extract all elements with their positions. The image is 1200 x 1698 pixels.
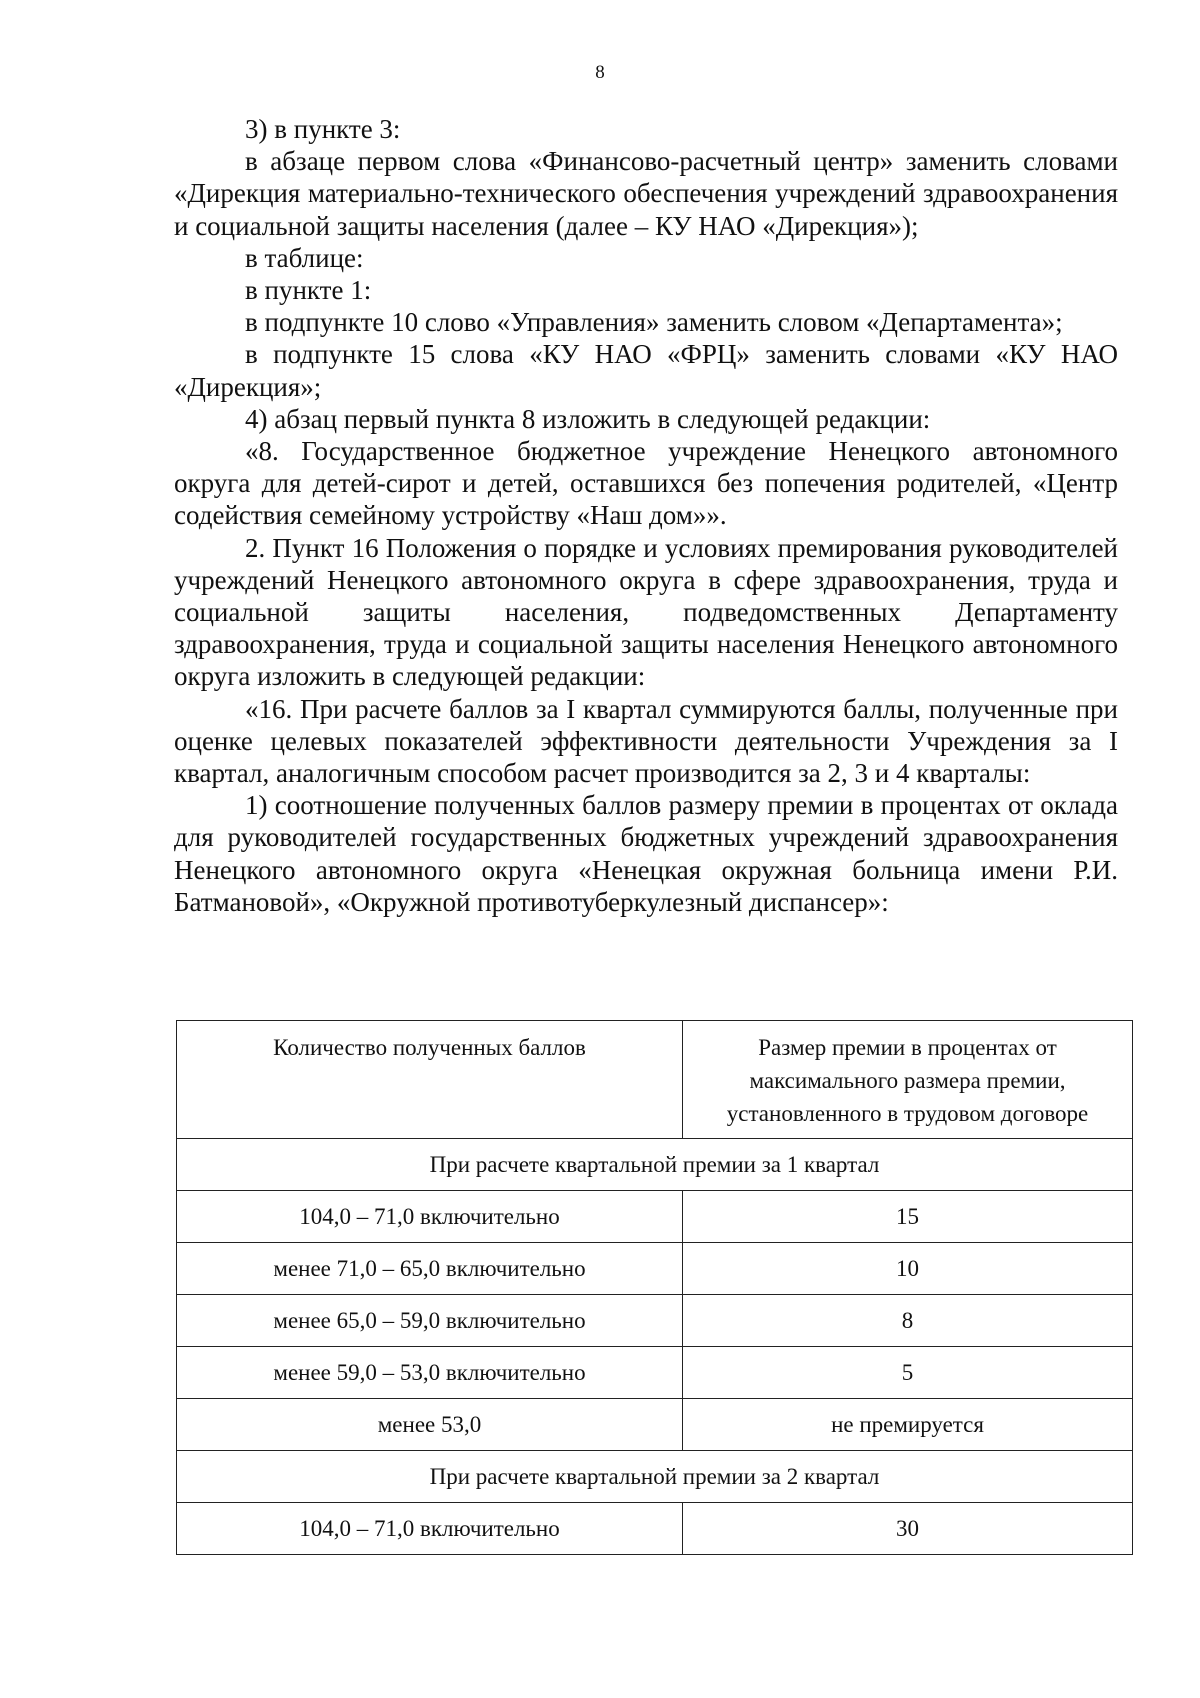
paragraph: 3) в пункте 3: — [245, 114, 401, 144]
paragraph: 2. Пункт 16 Положения о порядке и условиях премирования руководителей учреждений Ненецкого автономного округа в сфере здравоохранения, труда и социальной защиты населения, подведомственных Департаменту здравоохранения, труда и социальной защиты населения Ненецкого автономного округа изложить в следующей редакции: — [174, 532, 1118, 692]
table-header-row — [177, 1021, 1133, 1139]
score-cell: 104,0 – 71,0 включительно — [177, 1191, 683, 1243]
premium-cell: 8 — [683, 1295, 1133, 1347]
score-cell: 104,0 – 71,0 включительно — [177, 1503, 683, 1555]
premium-cell: 5 — [683, 1347, 1133, 1399]
premium-cell: 30 — [683, 1503, 1133, 1555]
paragraph: в подпункте 15 слова «КУ НАО «ФРЦ» заменить словами «КУ НАО «Дирекция»; — [174, 339, 1118, 402]
paragraph: «16. При расчете баллов за I квартал суммируются баллы, полученные при оценке целевых показателей эффективности деятельности Учреждения за I квартал, аналогичным способом расчет производится за 2, 3 и 4 кварталы: — [174, 693, 1118, 789]
paragraph: в пункте 1: — [245, 275, 372, 306]
paragraph: в абзаце первом слова «Финансово-расчетный центр» заменить словами «Дирекция материально-технического обеспечения учреждений здравоохранения и социальной защиты населения (далее – КУ НАО «Дирекция»); — [174, 146, 1118, 241]
section-quarter-1: При расчете квартальной премии за 1 квартал — [177, 1139, 1133, 1191]
table-row — [177, 1191, 1133, 1243]
score-cell: менее 59,0 – 53,0 включительно — [177, 1347, 683, 1399]
table-row — [177, 1399, 1133, 1451]
paragraph: 1) соотношение полученных баллов размеру премии в процентах от оклада для руководителей государственных бюджетных учреждений здравоохранения Ненецкого автономного округа «Ненецкая окружная больница имени Р.И. Батмановой», «Окружной противотуберкулезный диспансер»: — [174, 790, 1118, 917]
table-row — [177, 1243, 1133, 1295]
table-section-row — [177, 1139, 1133, 1191]
paragraph: в таблице: — [245, 242, 364, 273]
page-number: 8 — [595, 62, 605, 83]
premium-cell: 15 — [683, 1191, 1133, 1243]
premium-table — [176, 1020, 1133, 1555]
section-quarter-2: При расчете квартальной премии за 2 квартал — [177, 1451, 1133, 1503]
paragraph: «8. Государственное бюджетное учреждение Ненецкого автономного округа для детей-сирот и детей, оставшихся без попечения родителей, «Центр содействия семейному устройству «Наш дом»». — [174, 436, 1118, 531]
table-row — [177, 1295, 1133, 1347]
paragraph: 4) абзац первый пункта 8 изложить в следующей редакции: — [245, 403, 931, 434]
premium-cell: не премируется — [683, 1399, 1133, 1451]
score-cell: менее 71,0 – 65,0 включительно — [177, 1243, 683, 1295]
score-cell: менее 53,0 — [177, 1399, 683, 1451]
score-cell: менее 65,0 – 59,0 включительно — [177, 1295, 683, 1347]
paragraph: в подпункте 10 слово «Управления» заменить словом «Департамента»; — [245, 307, 1063, 338]
header-score: Количество полученных баллов — [177, 1021, 683, 1139]
table-row — [177, 1347, 1133, 1399]
table-section-row — [177, 1451, 1133, 1503]
header-premium: Размер премии в процентах от максимального размера премии, установленного в трудовом договоре — [683, 1021, 1133, 1139]
table-row — [177, 1503, 1133, 1555]
premium-cell: 10 — [683, 1243, 1133, 1295]
document-body — [174, 113, 1118, 918]
